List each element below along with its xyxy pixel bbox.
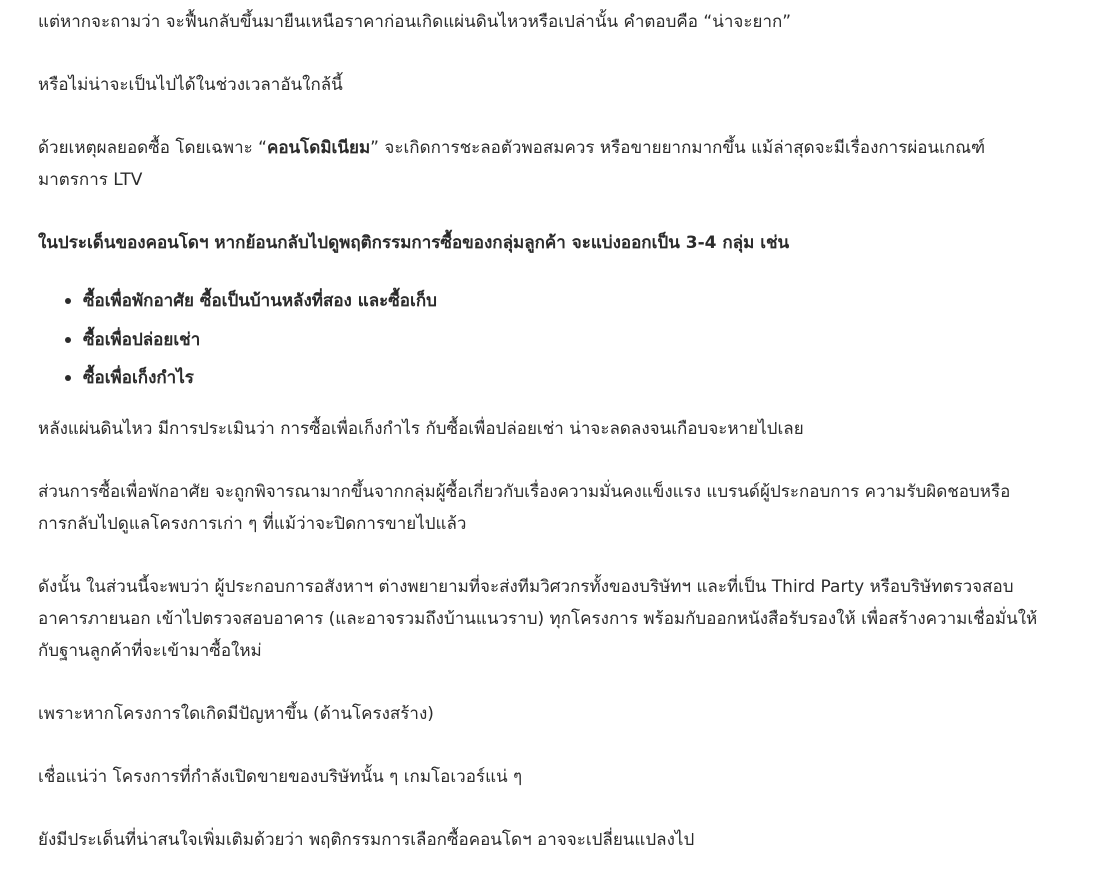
list-item: ซื้อเพื่อปล่อยเช่า	[83, 321, 1048, 360]
paragraph-structure-problem: เพราะหากโครงการใดเกิดมีปัญหาขึ้น (ด้านโครงสร้าง)	[38, 703, 434, 724]
paragraph-near-term: หรือไม่น่าจะเป็นไปได้ในช่วงเวลาอันใกล้นี้	[38, 75, 343, 95]
list-item: ซื้อเพื่อเก็งกำไร	[83, 359, 1048, 398]
article-body	[38, 6, 1048, 887]
paragraph-condo-slowdown-pre: ด้วยเหตุผลยอดซื้อ โดยเฉพาะ “	[38, 138, 267, 158]
paragraph-recovery-question: แต่หากจะถามว่า จะฟื้นกลับขึ้นมายืนเหนือราคาก่อนเกิดแผ่นดินไหวหรือเปล่านั้น คำตอบคือ “น่าจะยาก”	[38, 12, 792, 32]
paragraph-inspection: ดังนั้น ในส่วนนี้จะพบว่า ผู้ประกอบการอสังหาฯ ต่างพยายามที่จะส่งทีมวิศวกรทั้งของบริษัทฯ และที่เป็น Third Party หรือบริษัทตรวจสอบอาคารภายนอก เข้าไปตรวจสอบอาคาร (และอาจรวมถึงบ้านแนวราบ) ทุกโครงการ พร้อมกับออกหนังสือรับรองให้ เพื่อสร้างความเชื่อมั่นให้กับฐานลูกค้าที่จะเข้ามาซื้อใหม่	[38, 576, 1038, 661]
paragraph-condo-slowdown-post: ” จะเกิดการชะลอตัวพอสมควร หรือขายยากมากขึ้น แม้ล่าสุดจะมีเรื่องการผ่อนเกณฑ์มาตรการ LTV	[38, 138, 986, 190]
paragraph-buyer-groups-heading: ในประเด็นของคอนโดฯ หากย้อนกลับไปดูพฤติกรรมการซื้อของกลุ่มลูกค้า จะแบ่งออกเป็น 3-4 กลุ่ม เช่น	[38, 233, 790, 253]
paragraph-behavior-change: ยังมีประเด็นที่น่าสนใจเพิ่มเติมด้วยว่า พฤติกรรมการเลือกซื้อคอนโดฯ อาจจะเปลี่ยนแปลงไป	[38, 829, 695, 850]
paragraph-residential-buyers: ส่วนการซื้อเพื่อพักอาศัย จะถูกพิจารณามากขึ้นจากกลุ่มผู้ซื้อเกี่ยวกับเรื่องความมั่นคงแข็งแรง แบรนด์ผู้ประกอบการ ความรับผิดชอบหรือการกลับไปดูแลโครงการเก่า ๆ ที่แม้ว่าจะปิดการขายไปแล้ว	[38, 481, 1011, 534]
paragraph-after-earthquake: หลังแผ่นดินไหว มีการประเมินว่า การซื้อเพื่อเก็งกำไร กับซื้อเพื่อปล่อยเช่า น่าจะลดลงจนเกือบจะหายไปเลย	[38, 418, 804, 439]
buyer-groups-list	[38, 282, 1048, 398]
paragraph-condo-slowdown	[38, 132, 1048, 196]
condominium-bold-text: คอนโดมิเนียม	[266, 138, 371, 158]
list-item: ซื้อเพื่อพักอาศัย ซื้อเป็นบ้านหลังที่สอง และซื้อเก็บ	[83, 282, 1048, 321]
paragraph-game-over: เชื่อแน่ว่า โครงการที่กำลังเปิดขายของบริษัทนั้น ๆ เกมโอเวอร์แน่ ๆ	[38, 766, 523, 787]
